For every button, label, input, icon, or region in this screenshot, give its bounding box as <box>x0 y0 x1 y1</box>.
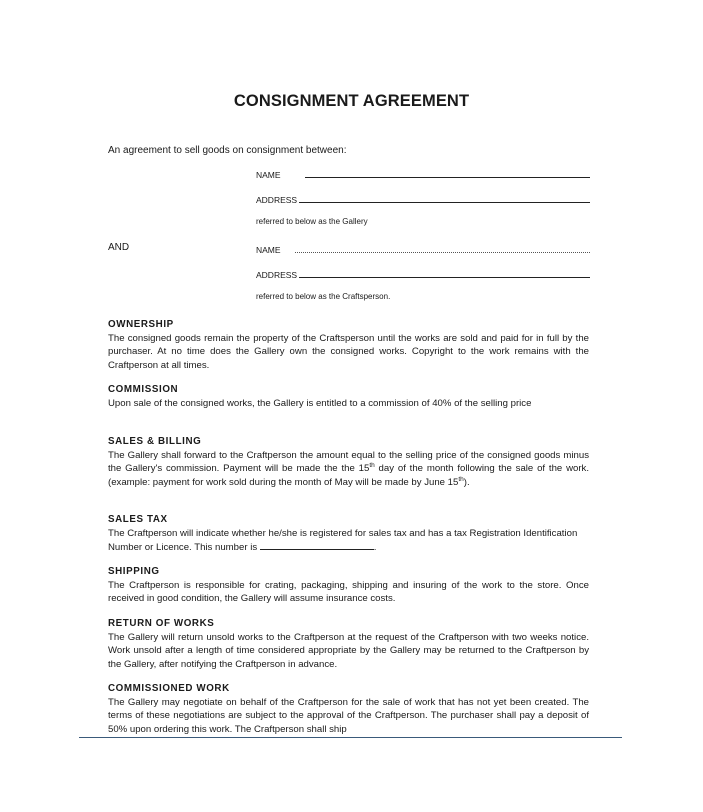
section-body: The Gallery may negotiate on behalf of the Craftperson for the sale of work that has not yet been created. The terms of these negotiations are subject to the approval of the Craftperson. The purchaser shall pay a deposit of 50% upon ordering this work. The Craftperson shall ship <box>108 696 589 736</box>
section-heading: SHIPPING <box>108 566 160 577</box>
section-return-of-works <box>108 617 589 672</box>
craftsperson-name-label: NAME <box>256 245 281 255</box>
section-body: The Craftperson will indicate whether he/she is registered for sales tax and has a tax Registration Identification Number or Licence. This number is . <box>108 527 578 554</box>
craftsperson-name-line <box>295 251 590 253</box>
gallery-address-line <box>299 201 590 203</box>
section-heading: RETURN OF WORKS <box>108 618 215 629</box>
document-title: CONSIGNMENT AGREEMENT <box>233 92 470 110</box>
craftsperson-address-line <box>299 276 590 278</box>
section-sales-tax <box>108 513 589 555</box>
section-heading: OWNERSHIP <box>108 319 174 330</box>
page-bottom-rule <box>79 737 622 738</box>
gallery-name-field[interactable] <box>256 166 590 180</box>
section-heading: COMMISSION <box>108 384 179 395</box>
tax-number-blank[interactable] <box>260 540 374 550</box>
section-heading: SALES TAX <box>108 514 168 525</box>
intro-text: An agreement to sell goods on consignment between: <box>108 145 347 156</box>
section-body: The Gallery shall forward to the Craftperson the amount equal to the selling price of the consigned goods minus the Gallery's commission. Payment will be made the the 15th day of the month following the sale of the work. (example: payment for work sold during the month of May will be made by June 15th). <box>108 449 589 489</box>
section-commission <box>108 383 589 410</box>
section-commissioned-work <box>108 682 589 737</box>
craftsperson-name-field[interactable] <box>256 241 590 255</box>
and-label: AND <box>108 242 130 253</box>
gallery-name-label: NAME <box>256 170 281 180</box>
section-ownership <box>108 318 589 373</box>
gallery-address-label: ADDRESS <box>256 195 298 205</box>
section-body: The consigned goods remain the property of the Craftsperson until the works are sold and paid for in full by the purchaser. At no time does the Gallery own the consigned works. Copyright to the work remains with the Craftperson at all times. <box>108 332 589 372</box>
gallery-note: referred to below as the Gallery <box>256 217 368 226</box>
craftsperson-note: referred to below as the Craftsperson. <box>256 292 391 301</box>
section-heading: SALES & BILLING <box>108 436 202 447</box>
section-sales-billing <box>108 435 589 490</box>
craftsperson-address-label: ADDRESS <box>256 270 298 280</box>
section-heading: COMMISSIONED WORK <box>108 683 230 694</box>
section-shipping <box>108 565 589 606</box>
section-body: The Craftperson is responsible for crating, packaging, shipping and insuring of the work to the store. Once received in good condition, the Gallery will assume insurance costs. <box>108 579 589 605</box>
gallery-name-line <box>305 176 590 178</box>
section-body: The Gallery will return unsold works to the Craftperson at the request of the Craftperson with two weeks notice. Work unsold after a length of time considered appropriate by the Gallery may be returned to the Craftperson by the Gallery, after notifying the Craftperson in advance. <box>108 631 589 671</box>
craftsperson-address-field[interactable] <box>256 266 590 280</box>
section-body: Upon sale of the consigned works, the Gallery is entitled to a commission of 40% of the selling price <box>108 397 532 409</box>
gallery-address-field[interactable] <box>256 191 590 205</box>
